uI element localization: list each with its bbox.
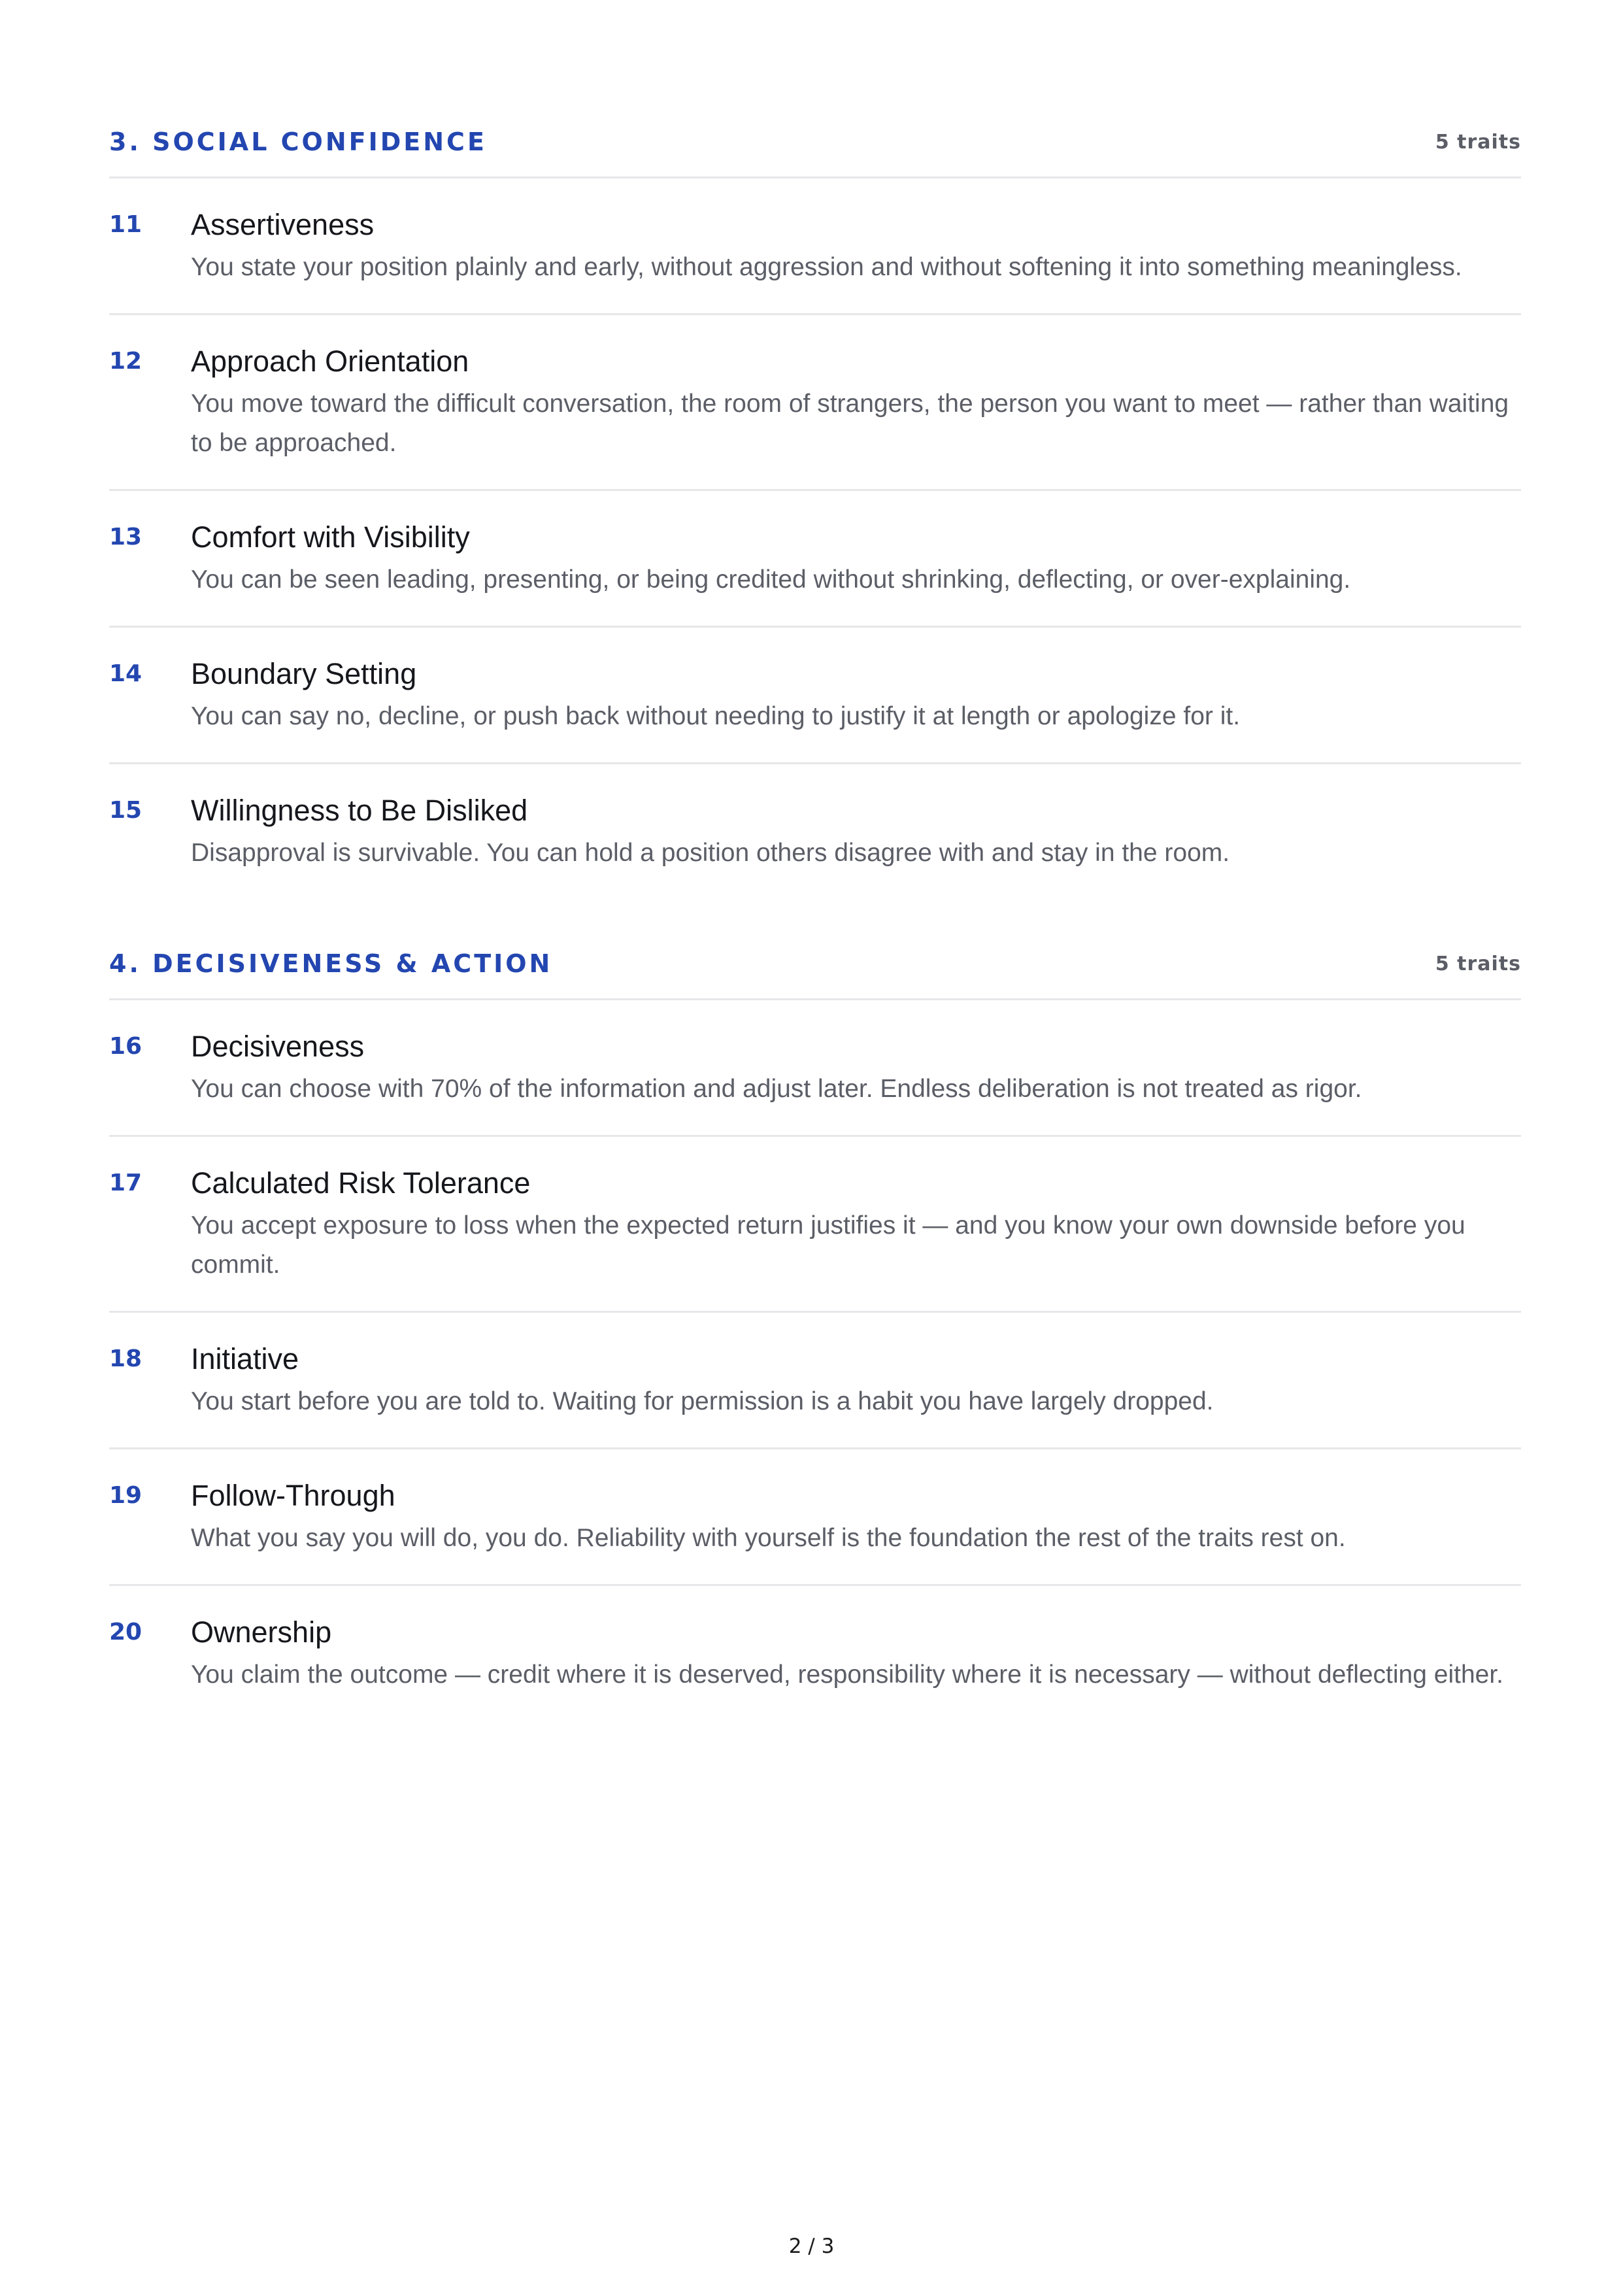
trait-description: You move toward the difficult conversation, the room of strangers, the person you want to meet — rather than waiting to be approached. — [191, 390, 1509, 457]
trait-item — [109, 315, 1521, 491]
trait-item — [109, 764, 1521, 873]
trait-description: You can say no, decline, or push back without needing to justify it at length or apologize for it. — [191, 702, 1241, 730]
trait-description: Disapproval is survivable. You can hold a position others disagree with and stay in the room. — [191, 839, 1230, 867]
section-header — [109, 127, 1521, 178]
trait-name: Decisiveness — [191, 1030, 365, 1063]
trait-number: 20 — [109, 1619, 142, 1646]
trait-name: Willingness to Be Disliked — [191, 794, 528, 827]
trait-list — [109, 127, 1521, 1771]
section-title: 3. SOCIAL CONFIDENCE — [109, 127, 487, 156]
trait-number: 18 — [109, 1345, 142, 1372]
trait-description: You accept exposure to loss when the expected return justifies it — and you know your own downside before you commit. — [191, 1211, 1465, 1279]
trait-body — [191, 518, 1521, 599]
trait-body — [191, 655, 1521, 736]
section-trait-count: 5 traits — [1435, 952, 1521, 975]
trait-item — [109, 1000, 1521, 1137]
section-decisiveness-action — [109, 949, 1521, 1695]
trait-name: Ownership — [191, 1615, 332, 1649]
section-title: 4. DECISIVENESS & ACTION — [109, 949, 553, 978]
section-social-confidence — [109, 127, 1521, 873]
trait-number: 17 — [109, 1170, 142, 1196]
trait-body — [191, 343, 1521, 463]
trait-name: Comfort with Visibility — [191, 520, 470, 554]
trait-number: 15 — [109, 797, 142, 824]
trait-name: Initiative — [191, 1342, 299, 1376]
trait-item — [109, 628, 1521, 764]
trait-item — [109, 178, 1521, 315]
trait-description: You start before you are told to. Waiting for permission is a habit you have largely dropped. — [191, 1387, 1214, 1415]
trait-body — [191, 1477, 1521, 1558]
trait-description: You can be seen leading, presenting, or being credited without shrinking, deflecting, or over-explaining. — [191, 566, 1351, 594]
trait-body — [191, 206, 1521, 287]
trait-description: You can choose with 70% of the information and adjust later. Endless deliberation is not treated as rigor. — [191, 1075, 1362, 1103]
trait-number: 14 — [109, 660, 142, 687]
trait-body — [191, 1340, 1521, 1421]
trait-name: Calculated Risk Tolerance — [191, 1166, 531, 1200]
trait-name: Assertiveness — [191, 208, 375, 241]
trait-number: 11 — [109, 211, 142, 238]
page-number: 2 / 3 — [788, 2235, 835, 2258]
trait-name: Approach Orientation — [191, 345, 469, 378]
trait-number: 16 — [109, 1033, 142, 1060]
trait-description: You claim the outcome — credit where it is deserved, responsibility where it is necessary — without deflecting either. — [191, 1661, 1504, 1689]
trait-name: Follow-Through — [191, 1479, 395, 1512]
trait-body — [191, 1613, 1521, 1695]
section-trait-count: 5 traits — [1435, 130, 1521, 154]
trait-item — [109, 1586, 1521, 1695]
trait-body — [191, 1028, 1521, 1109]
trait-number: 12 — [109, 348, 142, 375]
trait-number: 13 — [109, 524, 142, 550]
trait-name: Boundary Setting — [191, 657, 417, 690]
trait-number: 19 — [109, 1482, 142, 1509]
trait-body — [191, 792, 1521, 873]
trait-item — [109, 1137, 1521, 1313]
trait-body — [191, 1164, 1521, 1285]
section-header — [109, 949, 1521, 1000]
trait-item — [109, 1313, 1521, 1449]
trait-description: You state your position plainly and early, without aggression and without softening it into something meaningless. — [191, 253, 1462, 281]
trait-item — [109, 1449, 1521, 1586]
trait-item — [109, 491, 1521, 628]
trait-description: What you say you will do, you do. Reliability with yourself is the foundation the rest of the traits rest on. — [191, 1524, 1346, 1552]
